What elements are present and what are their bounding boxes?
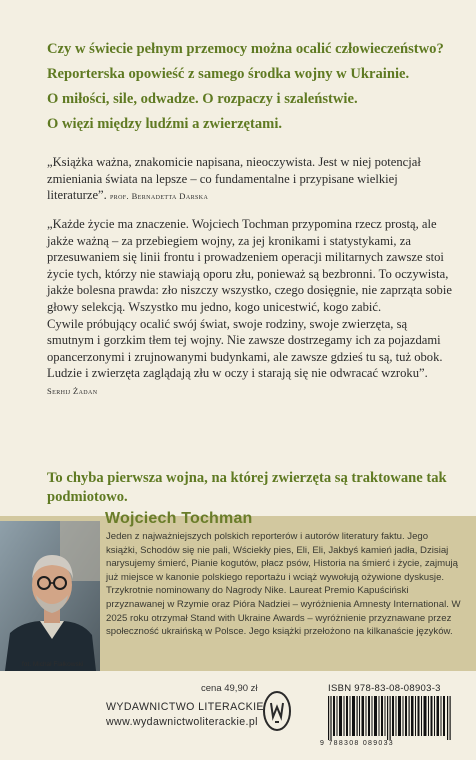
isbn-label: ISBN 978-83-08-08903-3 bbox=[328, 683, 441, 694]
publisher-url: www.wydawnictwoliterackie.pl bbox=[106, 715, 258, 728]
author-photo bbox=[0, 521, 100, 671]
publisher-block bbox=[106, 700, 264, 729]
author-name: Wojciech Tochman bbox=[105, 510, 253, 527]
barcode-digits: 9 788308 089033 bbox=[320, 740, 394, 747]
quote-credit: prof. Bernadetta Darska bbox=[109, 191, 209, 202]
quote-paragraph: „Każde życie ma znaczenie. Wojciech Tochman przypomina rzecz prostą, ale jakże ważną – za przebiegiem wojny, za jej kronikami i statystykami, za przesuwaniem się linii frontu i prowadzeniem operacji militarnych zawsze stoi życie tych, którzy nie stawiają oporu złu, ponieważ są bezbronni. To oczywista, jakże bolesna prawda: zło niszczy wszystko, czego dosięgnie, nie zaprząta sobie głowy selekcją. Wszystko mu jedno, kogo unicestwić, kogo zabić. bbox=[47, 217, 452, 314]
teaser-line: O więzi między ludźmi a zwierzętami. bbox=[47, 116, 283, 132]
blurb-quote-2 bbox=[47, 216, 452, 400]
teaser-line: Reporterska opowieść z samego środka wojny w Ukrainie. bbox=[47, 66, 410, 82]
photo-caption: fot. Michał Fiałkowski bbox=[22, 661, 84, 668]
isbn-barcode bbox=[328, 696, 455, 740]
teaser-line: Czy w świecie pełnym przemocy można ocalić człowieczeństwo? bbox=[47, 41, 444, 57]
quote-paragraph: Cywile próbujący ocalić swój świat, swoje rodziny, swoje zwierzęta, są smutnym i gorzkim tłem tej wojny. Nie zawsze dostrzegamy ich za pojazdami opancerzonymi i zrujnowanymi budynkami, ale zawsze gdzieś tu są, tuż obok. bbox=[47, 316, 443, 364]
quote-text: Ludzie i zwierzęta zaglądają złu w oczy i starają się nie odwracać wzroku”. bbox=[47, 366, 428, 381]
quote-text: „Książka ważna, znakomicie napisana, nieoczywista. Jest w niej potencjał zmieniania świata na lepsze – co fundamentalne i przypisane wielkiej literaturze”. bbox=[47, 155, 421, 203]
teaser-block bbox=[47, 40, 452, 140]
closing-text: To chyba pierwsza wojna, na której zwierzęta są traktowane tak podmiotowo. bbox=[47, 470, 447, 505]
closing-statement bbox=[47, 469, 452, 507]
publisher-logo-icon bbox=[262, 689, 292, 733]
blurb-quote-1 bbox=[47, 154, 452, 205]
price-label: cena 49,90 zł bbox=[201, 683, 258, 694]
author-bio: Jeden z najważniejszych polskich reporterów i autorów literatury faktu. Jego książki, Schodów się nie pali, Wściekły pies, Eli, Eli, Jakbyś kamień jadła, Dzisiaj narysujemy śmierć, Pianie kogutów, płacz psów, Historia na śmierć i życie, zajmują już miejsce w kanonie polskiego reportażu i wciąż wywołują ożywione dyskusje. Trzykrotnie nominowany do Nagrody Nike. Laureat Premio Kapuściński przyznawanej w Rzymie oraz Pióra Nadziei – wyróżnienia Amnesty International. W 2025 roku otrzymał Stand with Ukraine Awards – wyróżnienie przyznawane przez społeczność ukraińską w Polsce. Jego książki przełożono na kilkanaście języków. bbox=[106, 531, 461, 638]
quote-credit: Serhij Żadan bbox=[47, 385, 98, 396]
quote-paragraph bbox=[47, 365, 452, 399]
publisher-name: WYDAWNICTWO LITERACKIE bbox=[106, 701, 264, 713]
teaser-line: O miłości, sile, odwadze. O rozpaczy i szaleństwie. bbox=[47, 91, 358, 107]
